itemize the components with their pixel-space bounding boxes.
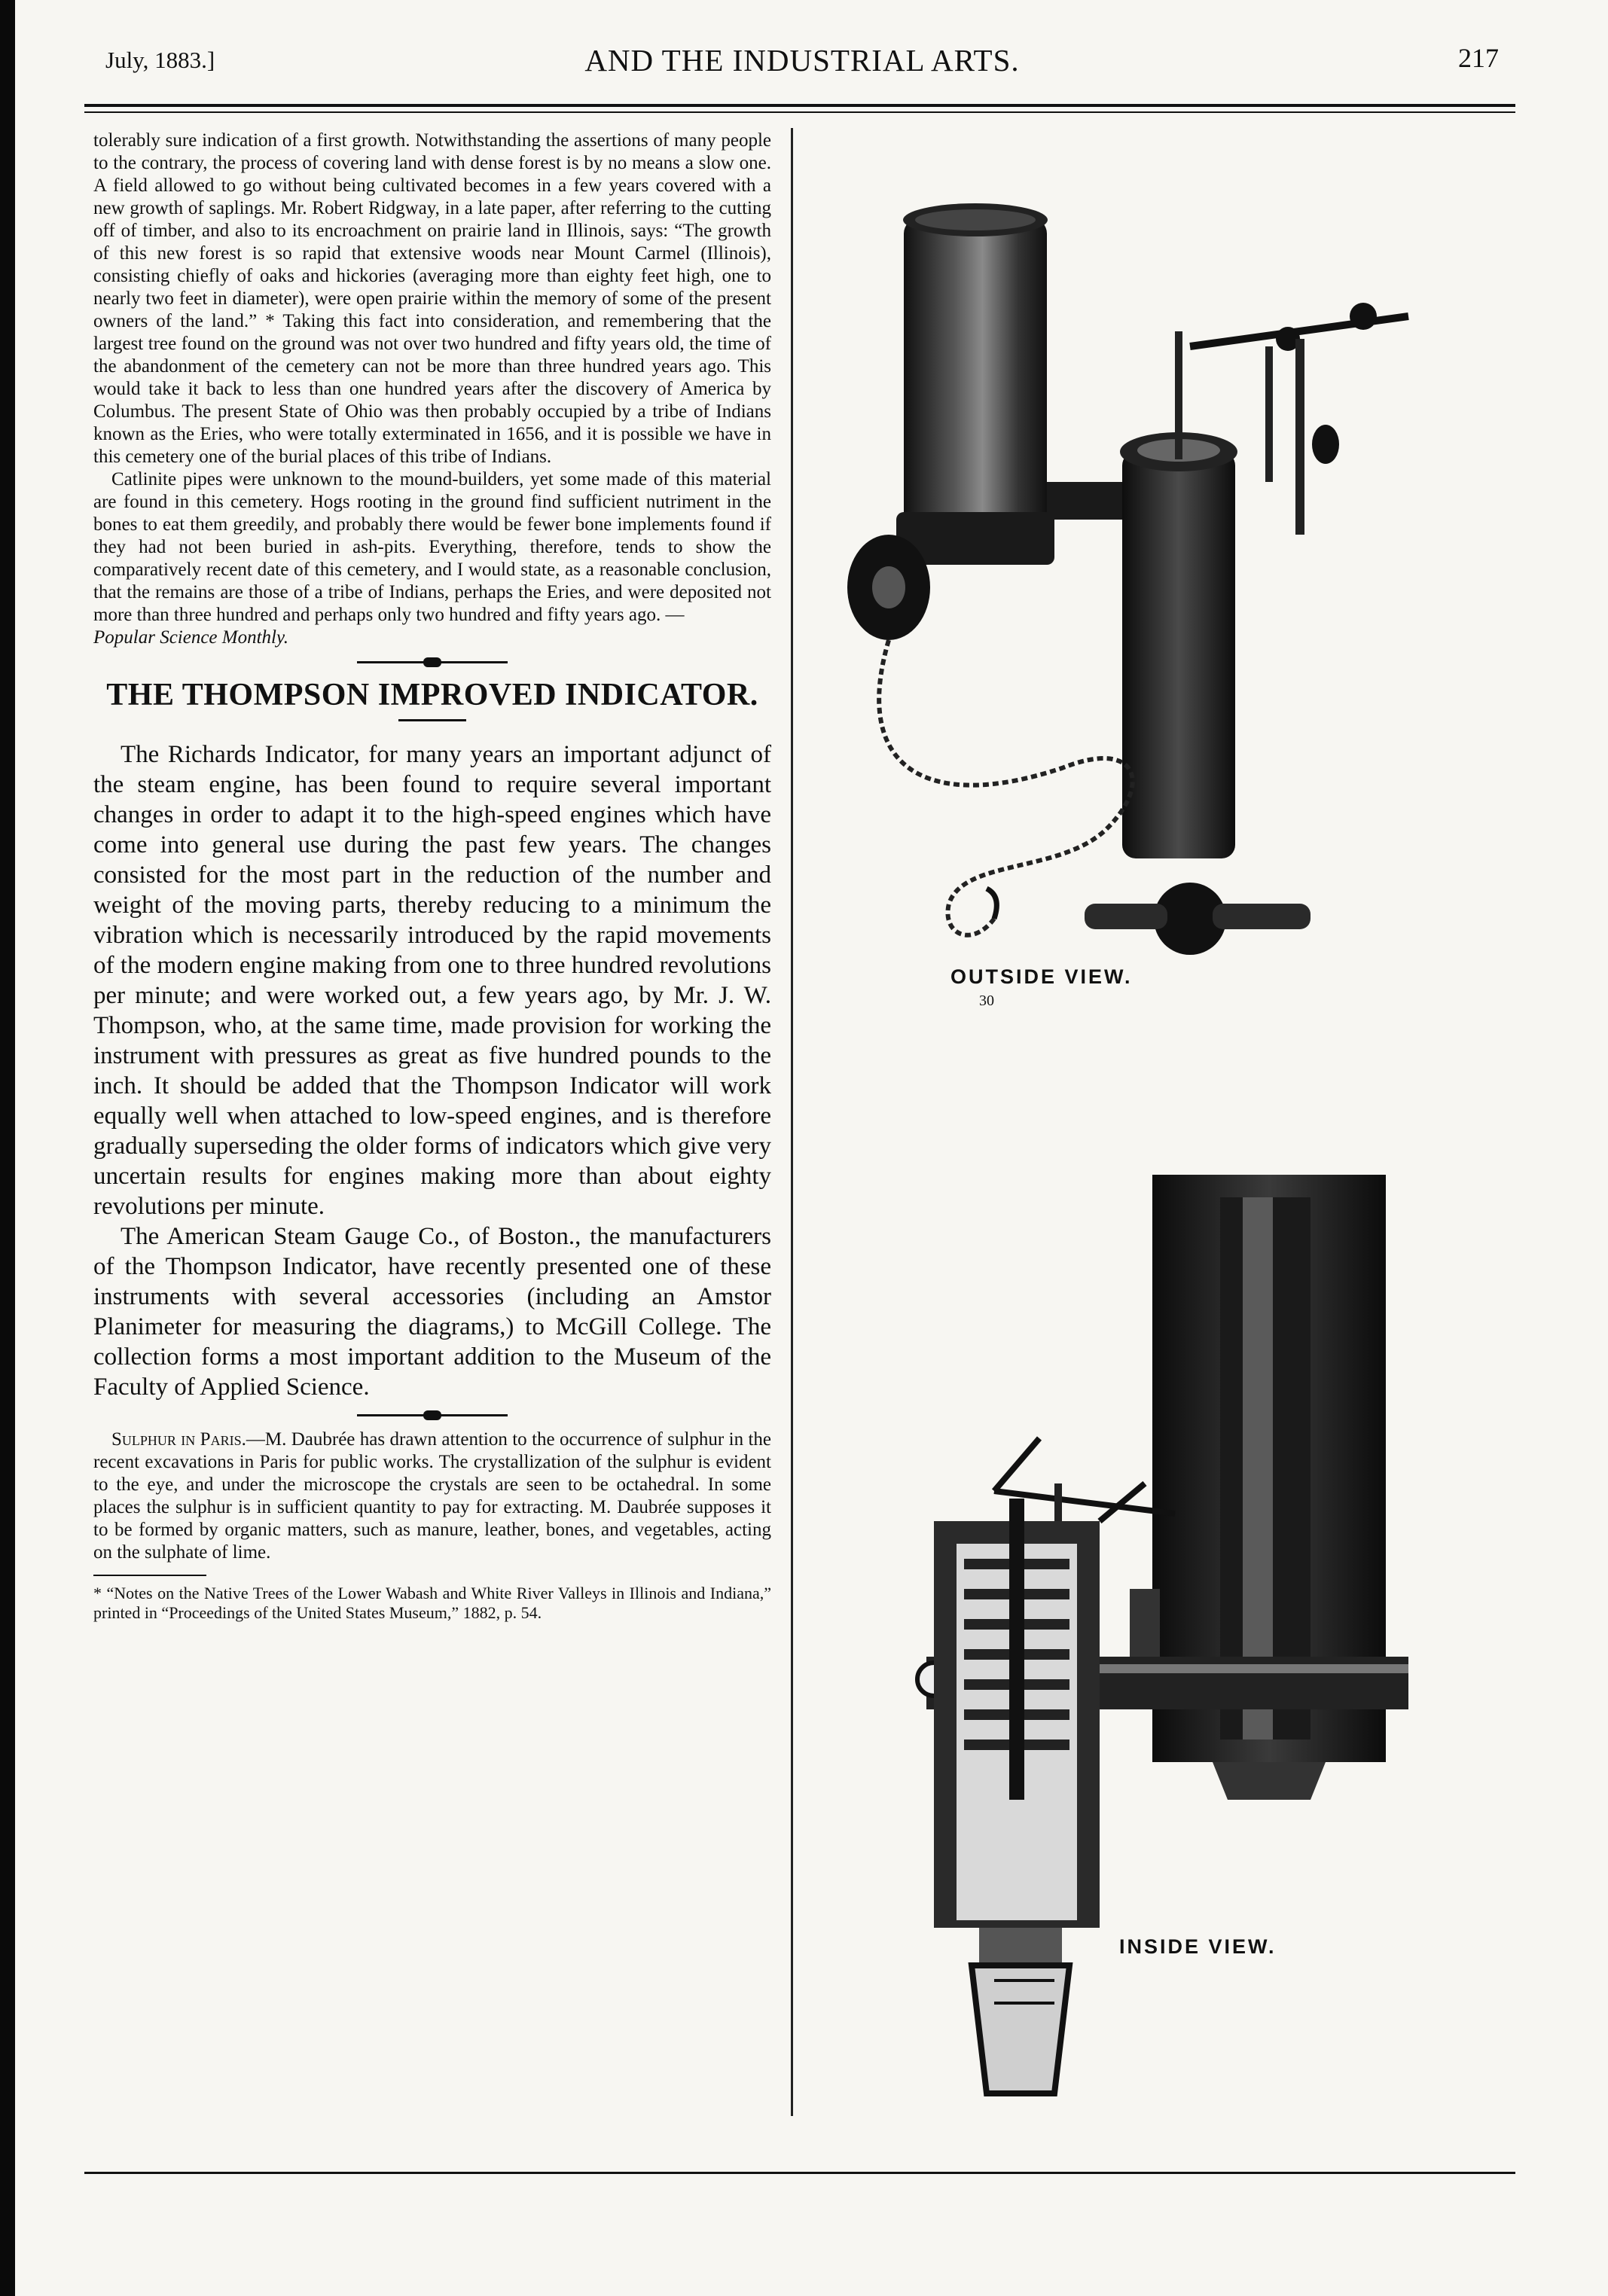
article-paragraph: Catlinite pipes were unknown to the mound-builders, yet some made of this material are found in this cemetery. Hogs rooting in the ground find sufficient nutriment in the bones to eat them greedily, and probably there would be fewer bone implements found if they had not been buried in ash-pits. Everything, therefore, tends to show the comparatively recent date of this cemetery, and I would state, as a reasonable conclusion, that the remains are those of a tribe of Indians, perhaps the Eries, and were deposited not more than three hundred and perhaps only two hundred and fifty years ago. — bbox=[93, 469, 771, 625]
article-headline: THE THOMPSON IMPROVED INDICATOR. bbox=[106, 678, 758, 712]
column-divider bbox=[791, 128, 793, 2116]
header-date: July, 1883.] bbox=[105, 47, 215, 73]
headline-rule bbox=[398, 719, 466, 721]
sulphur-note bbox=[93, 1429, 771, 1564]
footer-rule bbox=[84, 2172, 1515, 2174]
figure-number: 30 bbox=[979, 992, 994, 1009]
sulphur-note-text: —M. Daubrée has drawn attention to the occurrence of sulphur in the recent excavations in Paris for public works. The crystallization of the sulphur is evident to the eye, and under the microscope the crystals are seen to be octahedral. In some places the sulphur is in sufficient quantity to pay for extracting. M. Daubrée supposes it to be formed by organic matters, such as manure, leather, bones, and vegetables, acting on the sulphate of lime. bbox=[93, 1429, 771, 1563]
article-paragraph: The American Steam Gauge Co., of Boston., the manufacturers of the Thompson Indicator, have recently presented one of these instruments with several accessories (including an Amstor Planimeter for measuring the diagrams,) to McGill College. The collection forms a most important addition to the Museum of the Faculty of Applied Science. bbox=[93, 1223, 771, 1401]
header-title: AND THE INDUSTRIAL ARTS. bbox=[584, 43, 1020, 78]
article-paragraph: tolerably sure indication of a first growth. Notwithstanding the assertions of many people to the contrary, the process of covering land with dense forest is by no means a slow one. A field allowed to go without being cultivated becomes in a few years covered with a new growth of saplings. Mr. Robert Ridgway, in a late paper, after referring to the cutting off of timber, and also to its encroachment on prairie land in Illinois, says: “The growth of this new forest is so rapid that extensive woods near Mount Carmel (Illinois), consisting chiefly of oaks and hickories (averaging more than eighty feet high, one to nearly two feet in diameter), were open prairie within the memory of some of the present owners of the land.” * Taking this fact into consideration, and remembering that the largest tree found on the ground was not over two hundred and fifty years old, the time of the abandonment of the cemetery can not be more than three hundred years ago. This would take it back to less than one hundred years after the discovery of America by Columbus. The present State of Ohio was then probably occupied by a tribe of Indians known as the Eries, who were totally exterminated in 1656, and it is possible we have in this cemetery one of the burial places of this tribe of Indians. bbox=[93, 130, 771, 467]
sulphur-note-lead: Sulphur in Paris. bbox=[111, 1429, 246, 1450]
footnote: * “Notes on the Native Trees of the Lower Wabash and White River Valleys in Illinois and Indiana,” printed in “Proceedings of the United States Museum,” 1882, p. 54. bbox=[93, 1584, 771, 1622]
header-rule-thin bbox=[84, 111, 1515, 113]
page-header bbox=[105, 43, 1499, 99]
article-paragraph: The Richards Indicator, for many years an important adjunct of the steam engine, has been found to require several important changes in order to adapt it to the high-speed engines which have come into general use during the past few years. The changes consisted for the most part in the reduction of the number and weight of the moving parts, thereby reducing to a minimum the vibration which is necessarily introduced by the rapid movements of the modern engine making from one to three hundred revolutions per minute; and were worked out, a few years ago, by Mr. J. W. Thompson, who, at the same time, made provision for working the instrument with pressures as great as five hundred pounds to the inch. It should be added that the Thompson Indicator will work equally well when attached to low-speed engines, and is therefore gradually superseding the older forms of indicators which give very uncertain results for engines making more than about eighty revolutions per minute. bbox=[93, 741, 771, 1220]
indicator-outside-view-illustration bbox=[836, 196, 1423, 956]
binding-edge bbox=[0, 0, 15, 2296]
left-column bbox=[93, 130, 771, 1623]
page-number: 217 bbox=[1458, 43, 1499, 73]
article-source: Popular Science Monthly. bbox=[93, 627, 288, 648]
inside-view-caption: INSIDE VIEW. bbox=[1119, 1935, 1277, 1958]
outside-view-caption: OUTSIDE VIEW. bbox=[950, 965, 1133, 988]
footnote-rule bbox=[93, 1575, 206, 1576]
section-separator bbox=[357, 1414, 508, 1416]
section-separator bbox=[357, 661, 508, 663]
header-rule bbox=[84, 104, 1515, 107]
indicator-inside-view-illustration bbox=[904, 1167, 1446, 2101]
